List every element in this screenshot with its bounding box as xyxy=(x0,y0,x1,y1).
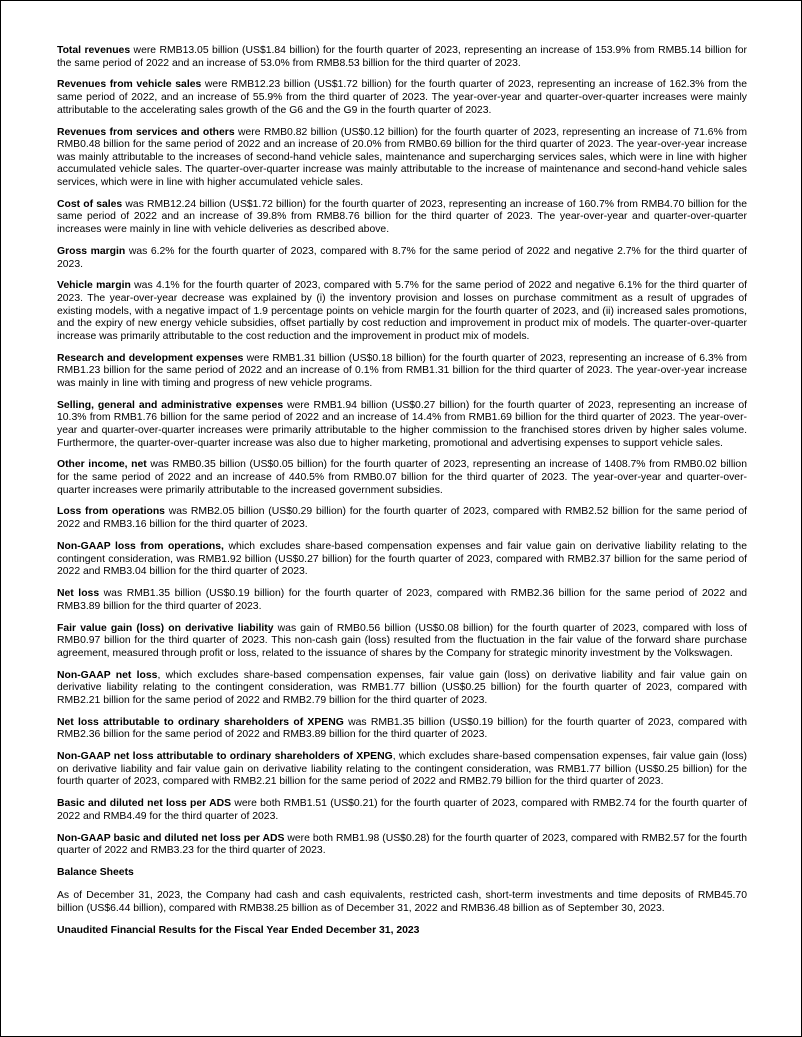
paragraph-lead: Loss from operations xyxy=(57,506,165,518)
paragraph-lead: Net loss xyxy=(57,588,100,600)
paragraph-other-income xyxy=(57,459,747,497)
paragraph-text: were RMB1.94 billion (US$0.27 billion) for the fourth quarter of 2023, representing an increase of 10.3% from RMB1.76 billion for the same period of 2022 and an increase of 14.4% from RMB1.69 billion for the third quarter of 2023. The year-over-year and quarter-over-quarter increases were primarily attributable to the higher commission to the franchised stores driven by higher sales volume. Furthermore, the quarter-over-quarter increase was also due to higher marketing, promotional and advertising expenses to support vehicle sales. xyxy=(57,399,748,449)
paragraph-text: were RMB1.31 billion (US$0.18 billion) for the fourth quarter of 2023, representing an increase of 6.3% from RMB1.23 billion for the same period of 2022 and an increase of 0.1% from RMB1.31 billion for the third quarter of 2023. The year-over-year increase was mainly in line with timing and progress of new vehicle programs. xyxy=(57,352,747,389)
paragraph-lead: Non-GAAP basic and diluted net loss per ADS xyxy=(57,832,285,844)
paragraph-text: was RMB1.35 billion (US$0.19 billion) for the fourth quarter of 2023, compared with RMB2.36 billion for the same period of 2022 and RMB3.89 billion for the third quarter of 2023. xyxy=(57,588,748,612)
paragraph-text: which excludes share-based compensation expenses and fair value gain on derivative liability relating to the contingent consideration, was RMB1.92 billion (US$0.27 billion) for the fourth quarter of 2023, compared with RMB2.37 billion for the same period of 2022 and RMB3.04 billion for the third quarter of 2023. xyxy=(57,540,747,578)
paragraph-lead: Net loss attributable to ordinary shareholders of XPENG xyxy=(57,716,344,728)
paragraph-net-loss-per-ads xyxy=(57,798,747,823)
paragraph-text: were RMB0.82 billion (US$0.12 billion) for the fourth quarter of 2023, representing an increase of 71.6% from RMB0.48 billion for the same period of 2022 and an increase of 20.0% from RMB0.69 billion for the third quarter of 2023. The year-over-year increase was mainly attributable to the increases of second-hand vehicle sales, maintenance and supercharging services sales, which were in line with higher accumulated vehicle sales. The quarter-over-quarter increase was mainly attributable to the increase of maintenance and second-hand vehicle sales services, which were in line with higher accumulated vehicle sales. xyxy=(57,126,747,188)
paragraph-lead: Gross margin xyxy=(57,245,126,257)
paragraph-non-gaap-net-loss-per-ads xyxy=(57,833,747,858)
paragraph-lead: Fair value gain (loss) on derivative liability xyxy=(57,622,274,634)
section-heading-fiscal-year: Unaudited Financial Results for the Fiscal Year Ended December 31, 2023 xyxy=(57,924,420,936)
paragraph-text: was RMB1.35 billion (US$0.19 billion) for the fourth quarter of 2023, compared with RMB2.36 billion for the same period of 2022 and RMB3.89 billion for the third quarter of 2023. xyxy=(57,716,747,741)
paragraph-text: were RMB12.23 billion (US$1.72 billion) for the fourth quarter of 2023, representing an increase of 162.3% from the same period of 2022, and an increase of 55.9% from the third quarter of 2023. The year-over-year and quarter-over-quarter increases were mainly attributable to the accelerating sales growth of the G6 and the G9 in the fourth quarter of 2023. xyxy=(57,79,747,116)
paragraph-lead: Cost of sales xyxy=(57,198,123,210)
paragraph-research-development xyxy=(57,353,747,391)
paragraph-cost-of-sales xyxy=(57,199,747,237)
paragraph-vehicle-margin xyxy=(57,280,747,343)
paragraph-lead: Selling, general and administrative expenses xyxy=(57,399,284,411)
paragraph-fair-value-gain xyxy=(57,623,747,661)
paragraph-lead: Non-GAAP net loss attributable to ordinary shareholders of XPENG xyxy=(57,751,393,763)
paragraph-non-gaap-net-loss-shareholders xyxy=(57,751,747,789)
paragraph-text: was RMB2.05 billion (US$0.29 billion) for the fourth quarter of 2023, compared with RMB2.52 billion for the same period of 2022 and RMB3.16 billion for the third quarter of 2023. xyxy=(57,506,747,531)
paragraph-lead: Other income, net xyxy=(57,459,147,471)
paragraph-net-loss xyxy=(57,588,747,613)
paragraph-lead: Total revenues xyxy=(57,45,131,56)
paragraph-gross-margin xyxy=(57,246,747,271)
paragraph-lead: Non-GAAP net loss xyxy=(57,669,158,681)
section-heading-balance-sheets: Balance Sheets xyxy=(57,867,134,879)
paragraph-lead: Revenues from vehicle sales xyxy=(57,79,202,91)
paragraph-lead: Revenues from services and others xyxy=(57,126,235,138)
paragraph-text: was RMB12.24 billion (US$1.72 billion) for the fourth quarter of 2023, representing an increase of 160.7% from RMB4.70 billion for the same period of 2022 and an increase of 39.8% from RMB8.76 billion for the third quarter of 2023. The year-over-year and quarter-over-quarter increases were mainly in line with vehicle deliveries as described above. xyxy=(57,198,747,236)
paragraph-net-loss-shareholders xyxy=(57,717,747,742)
paragraph-text: , which excludes share-based compensation expenses, fair value gain (loss) on derivative liability and fair value gain on derivative liability relating to the contingent consideration, was RMB1.77 billion (US$0.25 billion) for the fourth quarter of 2023, compared with RMB2.21 billion for the same period of 2022 and RMB2.79 billion for the third quarter of 2023. xyxy=(57,751,748,788)
paragraph-balance-sheets: As of December 31, 2023, the Company had cash and cash equivalents, restricted cash, short-term investments and time deposits of RMB45.70 billion (US$6.44 billion), compared with RMB38.25 billion as of December 31, 2022 and RMB36.48 billion as of September 30, 2023. xyxy=(57,890,747,914)
paragraph-lead: Research and development expenses xyxy=(57,352,244,364)
paragraph-total-revenues xyxy=(57,45,747,70)
paragraph-non-gaap-loss-operations xyxy=(57,541,747,579)
paragraph-lead: Basic and diluted net loss per ADS xyxy=(57,798,232,810)
paragraph-text: were both RMB1.51 (US$0.21) for the fourth quarter of 2023, compared with RMB2.74 for the fourth quarter of 2022 and RMB4.49 for the third quarter of 2023. xyxy=(57,798,747,822)
paragraph-text: was RMB0.35 billion (US$0.05 billion) for the fourth quarter of 2023, representing an increase of 1408.7% from RMB0.02 billion for the same period of 2022 and an increase of 440.5% from RMB0.07 billion for the third quarter of 2023. The year-over-year and quarter-over-quarter increases were primarily attributable to the increased government subsidies. xyxy=(57,459,747,496)
paragraph-text: were RMB13.05 billion (US$1.84 billion) for the fourth quarter of 2023, representing an increase of 153.9% from RMB5.14 billion for the same period of 2022 and an increase of 53.0% from RMB8.53 billion for the third quarter of 2023. xyxy=(57,45,747,69)
paragraph-text: were both RMB1.98 (US$0.28) for the fourth quarter of 2023, compared with RMB2.57 for the fourth quarter of 2022 and RMB3.23 for the third quarter of 2023. xyxy=(57,832,747,857)
paragraph-non-gaap-net-loss xyxy=(57,670,747,708)
paragraph-revenues-vehicle-sales xyxy=(57,79,747,117)
paragraph-loss-from-operations xyxy=(57,506,747,531)
paragraph-lead: Vehicle margin xyxy=(57,280,131,292)
paragraph-revenues-services xyxy=(57,127,747,190)
paragraph-text: was gain of RMB0.56 billion (US$0.08 billion) for the fourth quarter of 2023, compared with loss of RMB0.97 billion for the third quarter of 2023. This non-cash gain (loss) resulted from the fluctuation in the fair value of the forward share purchase agreement, measured through profit or loss, related to the issuance of shares by the Company for strategic minority investment by the Volkswagen. xyxy=(57,622,748,659)
paragraph-text: was 4.1% for the fourth quarter of 2023, compared with 5.7% for the same period of 2022 and negative 6.1% for the third quarter of 2023. The year-over-year decrease was explained by (i) the inventory provision and losses on purchase commitment as a result of upgrades of existing models, with a negative impact of 1.9 percentage points on vehicle margin for the fourth quarter of 2023, and (ii) increased sales promotions, and the expiry of new energy vehicle subsidies, offset partially by cost reduction and improvement in product mix of models. The quarter-over-quarter increase was primarily attributable to the cost reduction and the improvement in product mix of models. xyxy=(57,280,748,342)
paragraph-text: , which excludes share-based compensation expenses, fair value gain (loss) on derivative liability and fair value gain on derivative liability relating to the contingent consideration, was RMB1.77 billion (US$0.25 billion) for the fourth quarter of 2023, compared with RMB2.21 billion for the same period of 2022 and RMB2.79 billion for the third quarter of 2023. xyxy=(57,669,747,706)
paragraph-lead: Non-GAAP loss from operations, xyxy=(57,540,224,552)
document-body xyxy=(57,45,747,948)
paragraph-text: was 6.2% for the fourth quarter of 2023, compared with 8.7% for the same period of 2022 and negative 2.7% for the third quarter of 2023. xyxy=(57,245,748,270)
paragraph-sga-expenses xyxy=(57,400,747,450)
